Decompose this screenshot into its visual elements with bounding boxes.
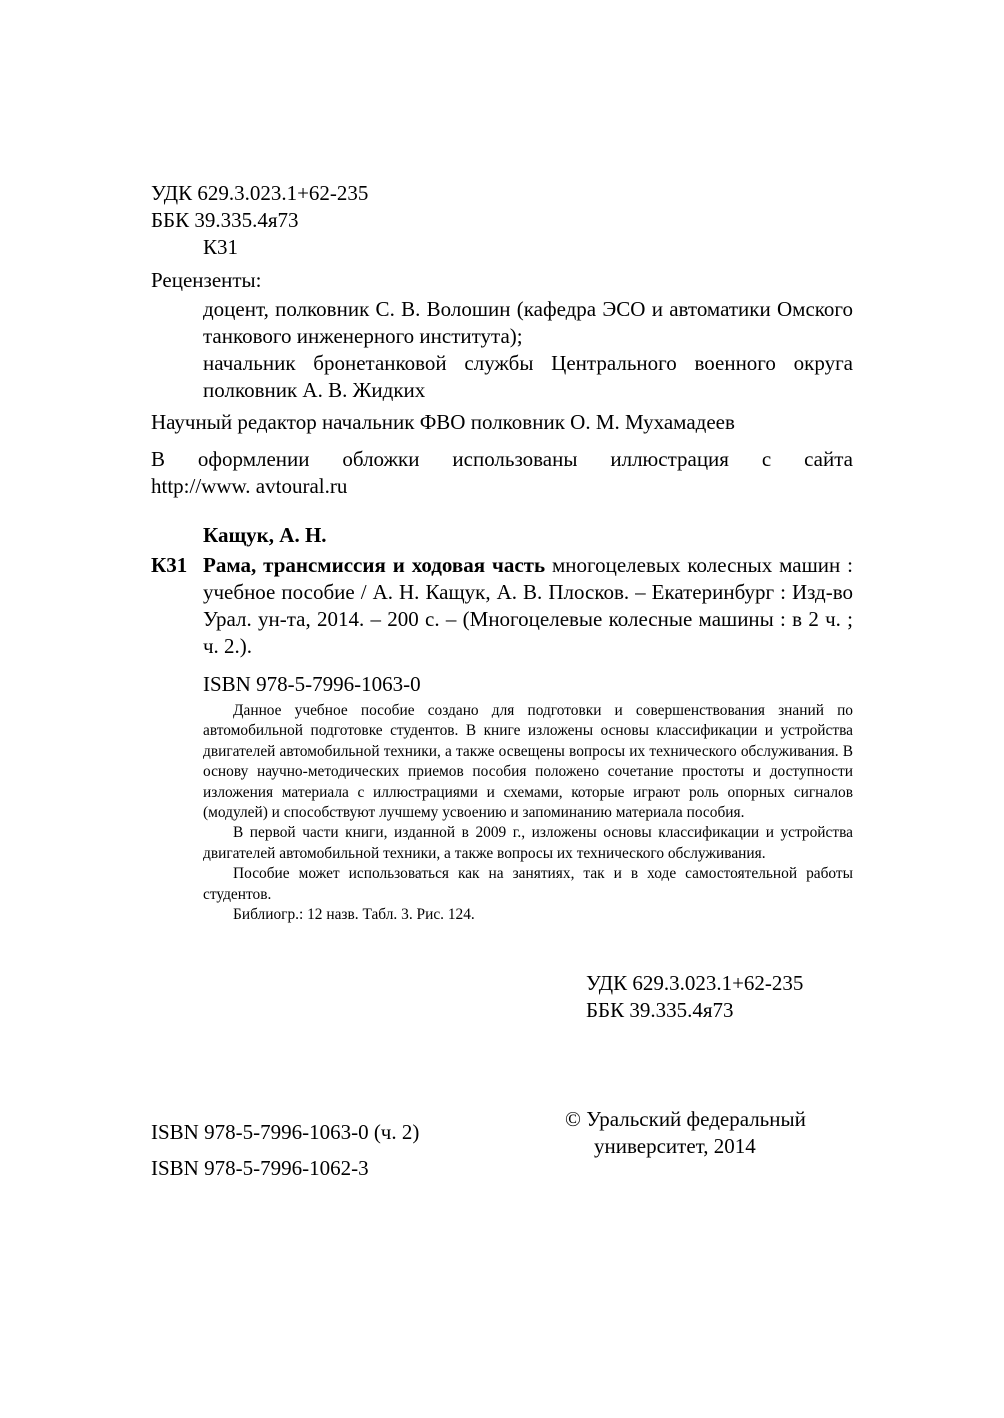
catalog-code: К31 [151,553,188,577]
catalog-description [203,552,853,660]
bottom-classification [586,970,886,1024]
catalog-entry [151,522,853,698]
abstract-block [203,701,853,925]
reviewers-heading: Рецензенты: [151,268,262,292]
bibliography-note: Библиогр.: 12 назв. Табл. 3. Рис. 124. [233,906,475,924]
catalog-title: Рама, трансмиссия и ходовая часть [203,553,546,577]
abstract-paragraph-2: В первой части книги, изданной в 2009 г., изложены основы классификации и устройства двигателей автомобильной техники, а также вопросы их технического обслуживания. [203,824,853,862]
abstract-paragraph-3: Пособие может использоваться как на занятиях, так и в ходе самостоятельной работы студентов. [203,865,853,903]
copyright-line-1: © Уральский федеральный [565,1107,806,1131]
cover-note-text: В оформлении обложки использованы иллюстрация с сайта [151,447,853,471]
classification-block [151,180,551,261]
scientific-editor: Научный редактор начальник ФВО полковник О. М. Мухамадеев [151,410,735,434]
reviewer-2: начальник бронетанковой службы Центрального военного округа полковник А. В. Жидких [203,351,853,402]
bottom-udk: УДК 629.3.023.1+62-235 [586,971,804,995]
isbn-block [151,1114,531,1186]
udk-code: УДК 629.3.023.1+62-235 [151,181,369,205]
isbn-part-2: ISBN 978-5-7996-1063-0 (ч. 2) [151,1120,420,1144]
bbk-code: ББК 39.335.4я73 [151,208,299,232]
bottom-bbk: ББК 39.335.4я73 [586,998,734,1022]
catalog-bibliographic: многоцелевых колесных машин : учебное пособие / А. Н. Кащук, А. В. Плосков. – Екатеринбург : Изд-во Урал. ун-та, 2014. – 200 с. – (Многоцелевые колесные машины : в 2 ч. ; ч. 2.). [203,553,853,658]
catalog-author: Кащук, А. Н. [203,523,327,547]
catalog-isbn: ISBN 978-5-7996-1063-0 [203,672,421,696]
cover-note-url: http://www. avtoural.ru [151,474,348,498]
abstract-paragraph-1: Данное учебное пособие создано для подготовки и совершенствования знаний по автомобильной подготовке студентов. В книге изложены основы классификации и устройства двигателей автомобильной техники, а также освещены вопросы их технического обслуживания. В основу научно-методических приемов пособия положено сочетание простоты и доступности изложения материала с иллюстрациями и схемами, которые играют роль опорных сигналов (модулей) и способствуют лучшему усвоению и запоминанию материала пособия. [203,702,853,822]
copyright-line-2: университет, 2014 [594,1134,756,1158]
copyright-block [565,1106,895,1160]
cover-note [151,446,853,500]
author-sign: К31 [203,235,239,259]
reviewers-block [151,267,853,404]
isbn-general: ISBN 978-5-7996-1062-3 [151,1156,369,1180]
reviewer-1: доцент, полковник С. В. Волошин (кафедра ЭСО и автоматики Омского танкового инженерного института); [203,297,853,348]
